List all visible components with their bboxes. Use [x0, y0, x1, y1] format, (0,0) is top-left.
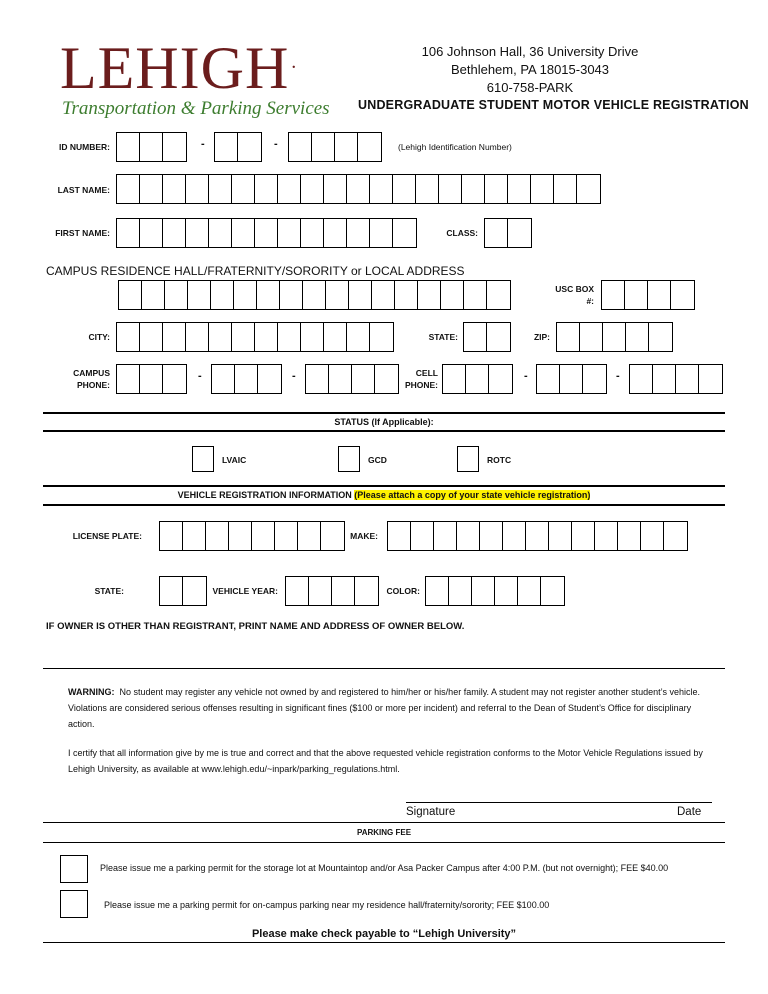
state-label: STATE: — [428, 332, 458, 342]
logo-text: LEHIGH — [60, 35, 290, 101]
vehicle-year-label: VEHICLE YEAR: — [212, 586, 278, 596]
form-title: UNDERGRADUATE STUDENT MOTOR VEHICLE REGISTRATION — [358, 98, 749, 112]
vehicle-heading-row — [43, 490, 725, 500]
divider — [43, 412, 725, 414]
lehigh-logo — [60, 35, 298, 101]
city-label: CITY: — [88, 332, 110, 342]
owner-line[interactable] — [43, 668, 725, 669]
payment-note: Please make check payable to “Lehigh University” — [251, 928, 517, 940]
gcd-label: GCD — [368, 455, 387, 465]
storage-lot-permit-text: Please issue me a parking permit for the storage lot at Mountaintop and/or Asa Packer Campus after 4:00 P.M. (but not overnight); FEE $40.00 — [100, 863, 669, 873]
cell-phone-field-1[interactable] — [442, 364, 513, 394]
state-field[interactable] — [463, 322, 511, 352]
status-heading: STATUS (If Applicable): — [334, 417, 434, 427]
divider — [43, 822, 725, 823]
cell-phone-field-3[interactable] — [629, 364, 723, 394]
divider — [43, 430, 725, 432]
cell-phone-field-2[interactable] — [536, 364, 607, 394]
first-name-field[interactable] — [116, 218, 417, 248]
storage-lot-permit-checkbox[interactable] — [60, 855, 88, 883]
color-label: COLOR: — [386, 586, 420, 596]
campus-phone-dash-1: - — [198, 370, 202, 382]
campus-phone-field-2[interactable] — [211, 364, 282, 394]
make-label: MAKE: — [350, 531, 378, 541]
on-campus-permit-text: Please issue me a parking permit for on-campus parking near my residence hall/fraternity/sorority; FEE $100.00 — [104, 900, 550, 910]
on-campus-permit-checkbox[interactable] — [60, 890, 88, 918]
id-number-note: (Lehigh Identification Number) — [398, 142, 512, 152]
last-name-label: LAST NAME: — [57, 185, 110, 195]
divider — [43, 485, 725, 487]
id-number-field-2[interactable] — [214, 132, 262, 162]
id-number-field-1[interactable] — [116, 132, 187, 162]
campus-phone-label-1: CAMPUS — [73, 368, 110, 378]
divider — [43, 842, 725, 843]
zip-field[interactable] — [556, 322, 673, 352]
zip-label: ZIP: — [533, 332, 550, 342]
usc-box-label-1: USC BOX — [555, 284, 594, 294]
rotc-label: ROTC — [487, 455, 512, 465]
warning-body: No student may register any vehicle not owned by and registered to him/her or his/her family. A student may not register another student’s vehicle. Violations are considered serious offenses resulting in significant fines ($100 or more per incident) and referral to the Dean of Student’s Office for disciplinary action. — [68, 687, 700, 729]
logo-mark: . — [291, 51, 298, 73]
usc-box-field[interactable] — [601, 280, 695, 310]
campus-phone-label-2: PHONE: — [76, 380, 110, 390]
logo-tagline: Transportation & Parking Services — [62, 98, 330, 119]
class-label: CLASS: — [446, 228, 478, 238]
vehicle-year-field[interactable] — [285, 576, 379, 606]
last-name-field[interactable] — [116, 174, 601, 204]
campus-phone-dash-2: - — [292, 370, 296, 382]
id-dash-2: - — [274, 138, 278, 150]
cell-phone-dash-1: - — [524, 370, 528, 382]
cell-phone-label-1: CELL — [415, 368, 438, 378]
cell-phone-dash-2: - — [616, 370, 620, 382]
certify-text: I certify that all information give by me is true and correct and that the above requested vehicle registration conforms to the Motor Vehicle Regulations issued by Lehigh University, as available at www.lehigh.edu/~inpark/parking_regulations.html. — [68, 748, 703, 774]
signature-line[interactable] — [406, 802, 712, 803]
address-line-1: 106 Johnson Hall, 36 University Drive — [421, 44, 639, 59]
parking-fee-heading: PARKING FEE — [356, 828, 412, 837]
vehicle-state-field[interactable] — [159, 576, 207, 606]
id-number-label: ID NUMBER: — [59, 142, 110, 152]
owner-note: IF OWNER IS OTHER THAN REGISTRANT, PRINT NAME AND ADDRESS OF OWNER BELOW. — [46, 621, 465, 632]
city-field[interactable] — [116, 322, 394, 352]
license-plate-label: LICENSE PLATE: — [72, 531, 142, 541]
divider — [43, 504, 725, 506]
address-heading: CAMPUS RESIDENCE HALL/FRATERNITY/SORORITY or LOCAL ADDRESS — [46, 264, 465, 278]
lvaic-checkbox[interactable] — [192, 446, 214, 472]
lvaic-label: LVAIC — [222, 455, 247, 465]
cell-phone-label-2: PHONE: — [404, 380, 438, 390]
warning-label: WARNING: — [68, 687, 115, 697]
make-field[interactable] — [387, 521, 688, 551]
warning-text — [68, 684, 718, 732]
vehicle-state-label: STATE: — [94, 586, 124, 596]
id-dash-1: - — [201, 138, 205, 150]
license-plate-field[interactable] — [159, 521, 345, 551]
vehicle-heading-note: (Please attach a copy of your state vehicle registration) — [354, 490, 591, 500]
first-name-label: FIRST NAME: — [55, 228, 110, 238]
signature-label: Signature — [406, 806, 456, 818]
campus-phone-field-1[interactable] — [116, 364, 187, 394]
id-number-field-3[interactable] — [288, 132, 382, 162]
date-label: Date — [677, 806, 702, 818]
vehicle-heading: VEHICLE REGISTRATION INFORMATION — [177, 490, 352, 500]
address-line-2: Bethlehem, PA 18015-3043 — [450, 62, 610, 77]
color-field[interactable] — [425, 576, 565, 606]
phone-number: 610-758-PARK — [486, 80, 574, 95]
gcd-checkbox[interactable] — [338, 446, 360, 472]
rotc-checkbox[interactable] — [457, 446, 479, 472]
usc-box-label-2: #: — [586, 296, 594, 306]
class-field[interactable] — [484, 218, 532, 248]
address-field[interactable] — [118, 280, 511, 310]
divider — [43, 942, 725, 943]
